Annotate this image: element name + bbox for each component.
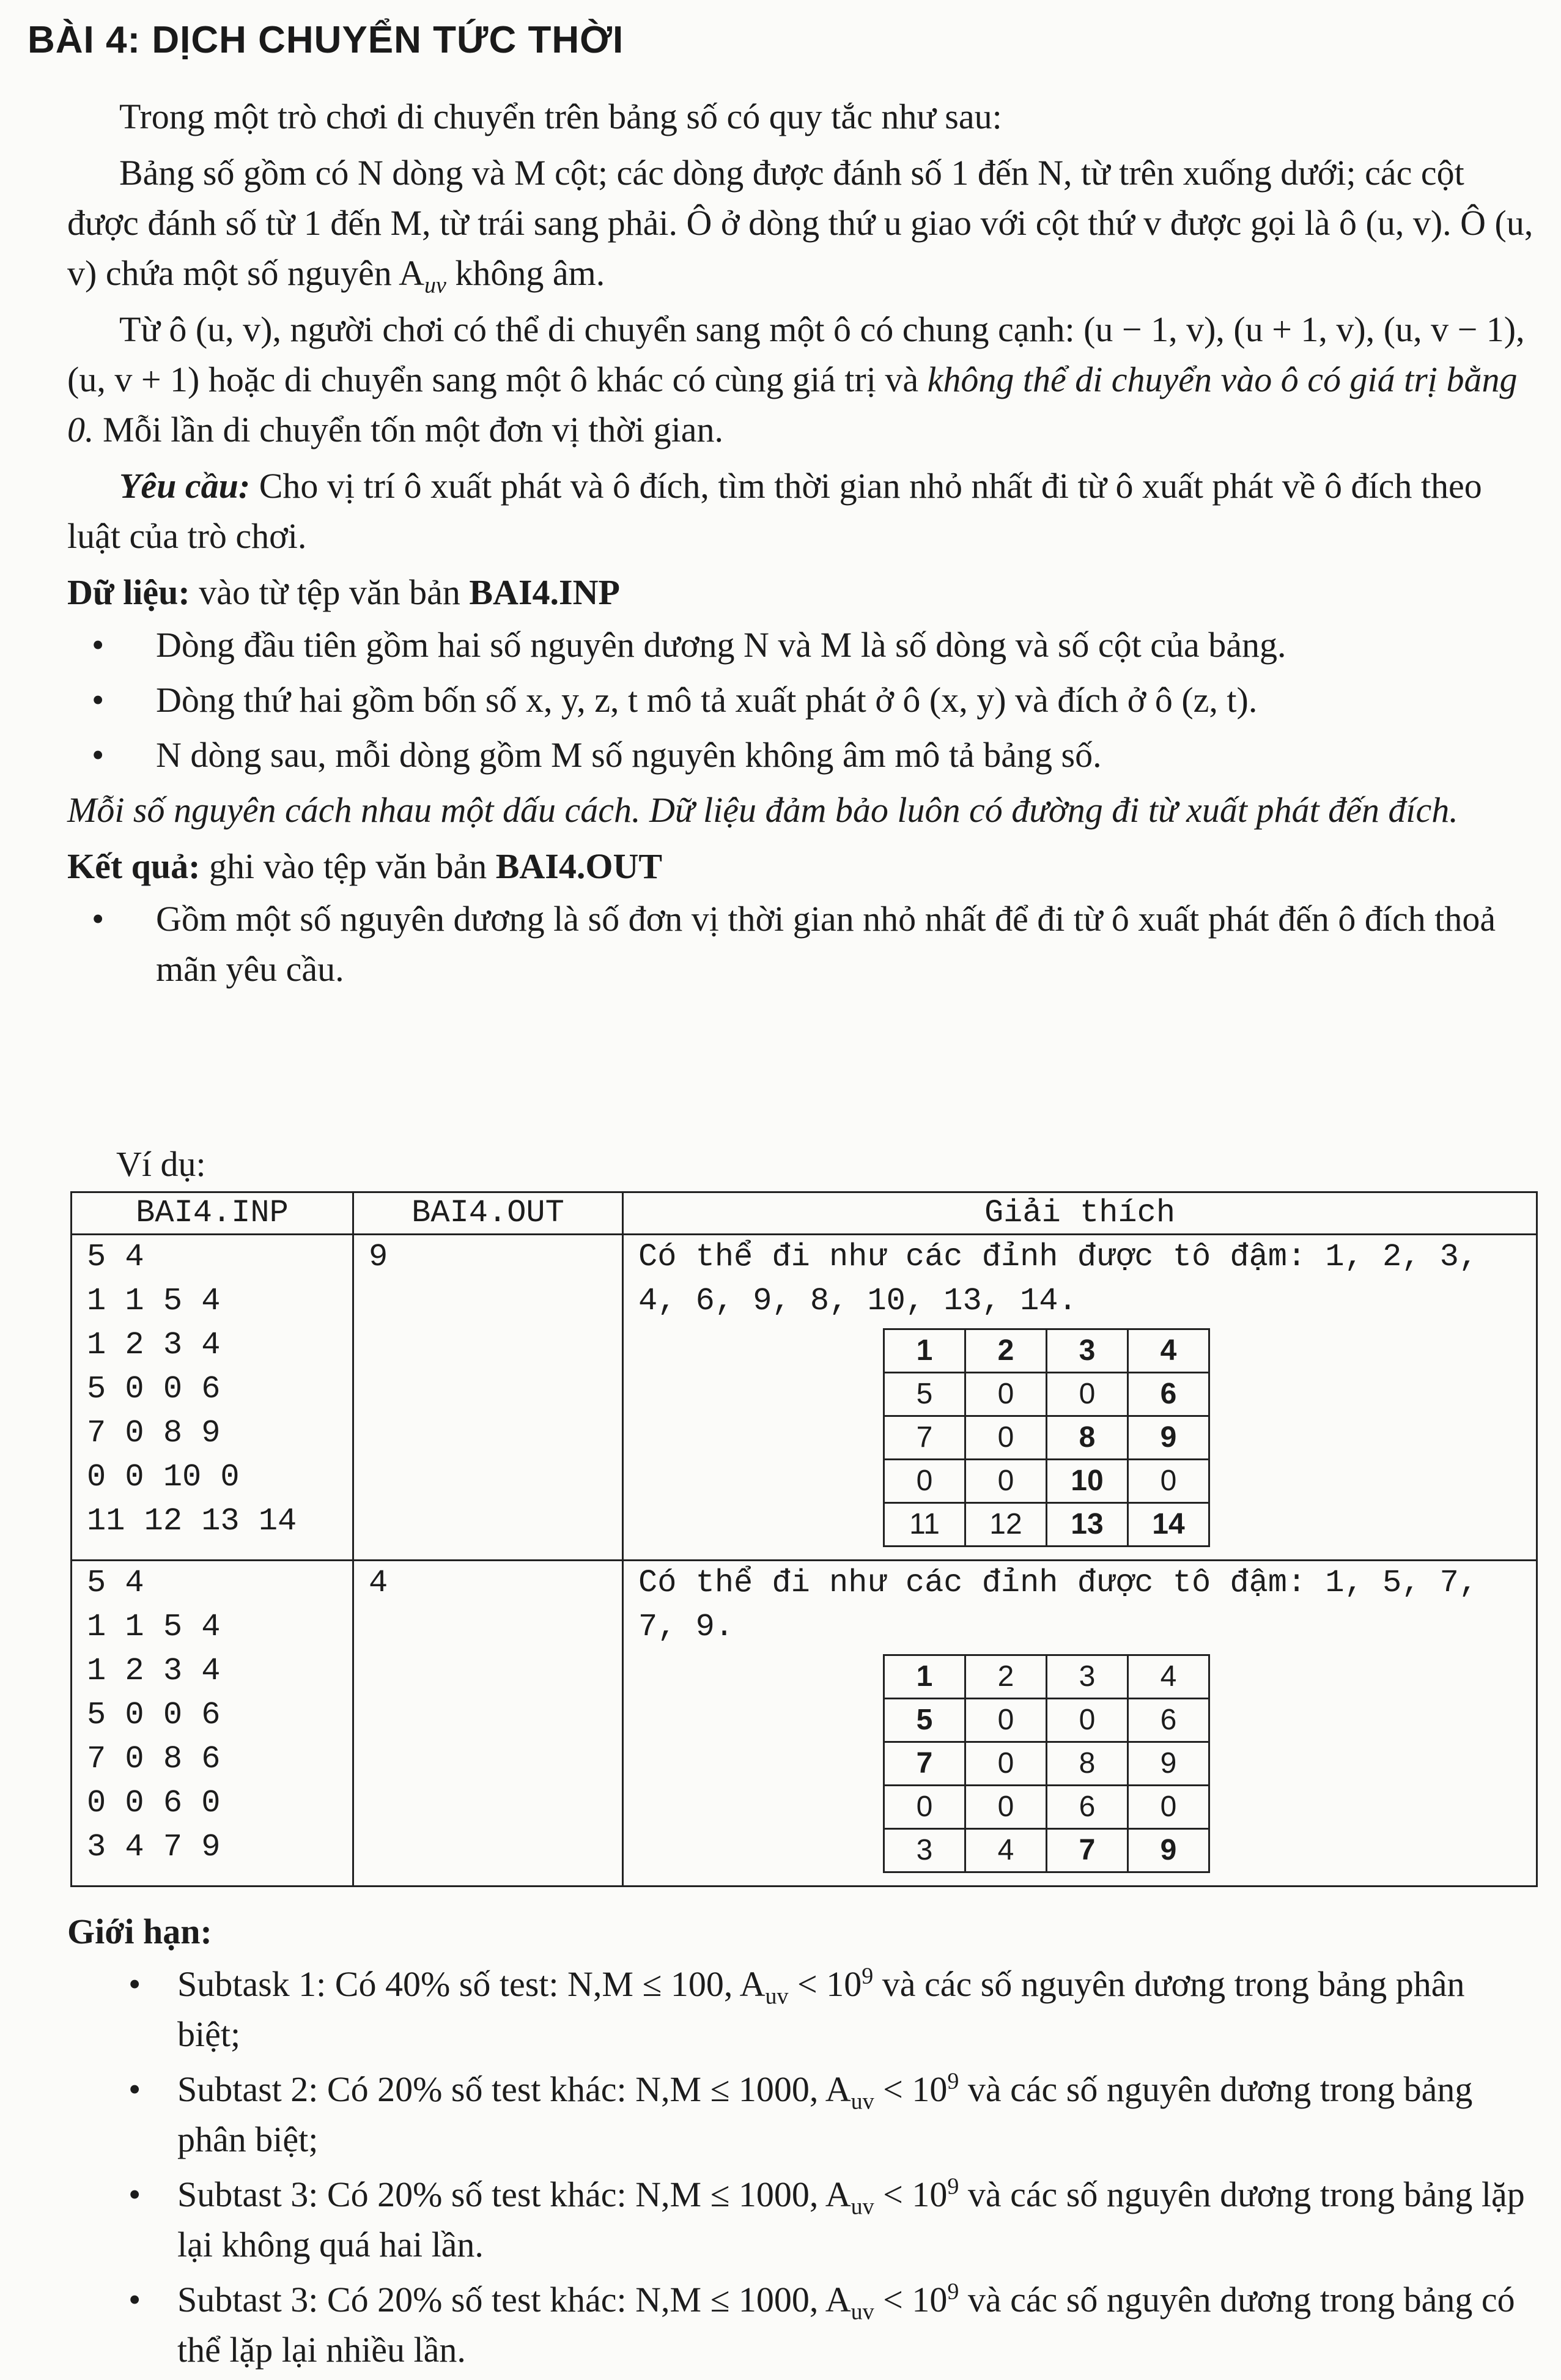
grid-cell: 5 [884,1699,965,1742]
input-line: 0 0 10 0 [87,1459,240,1495]
superscript-9: 9 [862,1963,874,1989]
input-line: 1 1 5 4 [87,1283,221,1319]
grid-cell: 0 [1047,1373,1128,1416]
subscript-uv: uv [424,272,446,298]
grid-cell: 14 [1128,1503,1209,1547]
grid-row [884,1829,1209,1872]
move-rules-text: Từ ô (u, v), người chơi có thể di chuyển sang một ô có chung cạnh: (u − 1, v), (u + 1, v), (u, v − 1), (u, v + 1) hoặc di chuyển sang một ô khác có cùng giá trị và [67,309,1525,399]
grid-cell: 4 [1128,1655,1209,1699]
input-filename: BAI4.INP [469,572,620,612]
input-label: Dữ liệu: [67,572,190,612]
explanation-text: Có thể đi như các đỉnh được tô đậm: 1, 2, 3, 4, 6, 9, 8, 10, 13, 14. [638,1239,1478,1319]
subscript-uv: uv [765,1983,789,2009]
board-description-end: không âm. [446,253,605,293]
grid-cell: 12 [965,1503,1047,1547]
output-list [67,894,1535,994]
grid-cell: 11 [884,1503,965,1547]
example2-explanation [623,1561,1537,1887]
subtask-text: Subtast 3: Có 20% số test khác: N,M ≤ 1000, A [177,2280,851,2319]
grid-cell: 3 [1047,1655,1128,1699]
input-line: 5 4 [87,1565,144,1601]
example1-output: 9 [353,1235,623,1561]
grid-cell: 0 [1128,1460,1209,1503]
grid-cell: 0 [965,1742,1047,1786]
grid-cell: 10 [1047,1460,1128,1503]
grid-cell: 6 [1128,1373,1209,1416]
subtask-bound: < 10 [788,1964,862,2004]
list-item: • N dòng sau, mỗi dòng gồm M số nguyên không âm mô tả bảng số. [67,730,1535,780]
requirement [0,461,1535,561]
grid-cell: 4 [965,1829,1047,1872]
input-line: 11 12 13 14 [87,1503,297,1539]
grid-cell: 0 [965,1699,1047,1742]
output-label: Kết quả: [67,846,201,886]
superscript-9: 9 [947,2278,959,2305]
move-rules-end: Mỗi lần di chuyển tốn một đơn vị thời gian. [94,410,724,449]
subtask-condition: và các số nguyên dương trong bảng phân biệt; [177,2069,1473,2159]
output-text: ghi vào tệp văn bản [200,846,496,886]
list-item: • Dòng thứ hai gồm bốn số x, y, z, t mô tả xuất phát ở ô (x, y) và đích ở ô (z, t). [67,675,1535,725]
explanation-text: Có thể đi như các đỉnh được tô đậm: 1, 5, 7, 7, 9. [638,1565,1478,1645]
grid-row [884,1329,1209,1373]
subtask-text: Subtast 3: Có 20% số test khác: N,M ≤ 1000, A [177,2175,851,2214]
grid-cell: 7 [1047,1829,1128,1872]
grid-cell: 0 [884,1786,965,1829]
grid-cell: 6 [1128,1699,1209,1742]
grid-row [884,1786,1209,1829]
grid-row [884,1655,1209,1699]
grid-row [884,1460,1209,1503]
example-label: Ví dụ: [116,1144,206,1184]
input-line: 1 2 3 4 [87,1327,221,1363]
grid-row [884,1373,1209,1416]
grid-cell: 13 [1047,1503,1128,1547]
input-heading [67,567,1535,618]
example2-input [72,1561,353,1887]
grid-cell: 9 [1128,1829,1209,1872]
input-note: Mỗi số nguyên cách nhau một dấu cách. Dữ liệu đảm bảo luôn có đường đi từ xuất phát đến đích. [67,790,1458,830]
example2-grid [883,1654,1210,1873]
superscript-9: 9 [947,2173,959,2200]
requirement-label: Yêu cầu: [119,466,251,506]
table-header-row [72,1192,1537,1235]
limits-list [67,1959,1535,2375]
example1-grid [883,1328,1210,1547]
intro-paragraph: Trong một trò chơi di chuyển trên bảng số có quy tắc như sau: [119,97,1002,136]
input-line: 7 0 8 6 [87,1741,221,1777]
example1-input [72,1235,353,1561]
grid-row [884,1742,1209,1786]
table-row [72,1561,1537,1887]
subscript-uv: uv [851,2088,874,2115]
grid-cell: 3 [884,1829,965,1872]
subtask-bound: < 10 [874,2175,948,2214]
output-filename: BAI4.OUT [495,846,663,886]
example1-explanation [623,1235,1537,1561]
subtask-text: Subtast 2: Có 20% số test khác: N,M ≤ 1000, A [177,2069,851,2109]
limits-heading: Giới hạn: [67,1912,212,1951]
problem-title: BÀI 4: DỊCH CHUYỂN TỨC THỜI [28,19,624,61]
input-list [67,620,1535,780]
grid-cell: 6 [1047,1786,1128,1829]
list-item: • Dòng đầu tiên gồm hai số nguyên dương N và M là số dòng và số cột của bảng. [67,620,1535,670]
subtask-condition: và các số nguyên dương trong bảng lặp lại không quá hai lần. [177,2175,1525,2264]
grid-cell: 5 [884,1373,965,1416]
subscript-uv: uv [851,2193,874,2220]
grid-cell: 0 [884,1460,965,1503]
subscript-uv: uv [851,2299,874,2325]
input-line: 7 0 8 9 [87,1415,221,1451]
grid-cell: 7 [884,1416,965,1460]
grid-row [884,1416,1209,1460]
move-rules [0,305,1535,455]
input-line: 1 1 5 4 [87,1609,221,1645]
subtask-item [67,2170,1535,2270]
input-line: 0 0 6 0 [87,1785,221,1821]
table-row [72,1235,1537,1561]
grid-cell: 7 [884,1742,965,1786]
grid-cell: 1 [884,1329,965,1373]
subtask-bound: < 10 [874,2069,948,2109]
superscript-9: 9 [947,2068,959,2094]
board-description [0,148,1535,298]
grid-cell: 0 [965,1460,1047,1503]
grid-cell: 0 [965,1373,1047,1416]
problem-statement [67,92,1535,999]
requirement-text: Cho vị trí ô xuất phát và ô đích, tìm thời gian nhỏ nhất đi từ ô xuất phát về ô đích theo luật của trò chơi. [67,466,1482,556]
input-line: 3 4 7 9 [87,1829,221,1865]
grid-cell: 9 [1128,1742,1209,1786]
input-line: 1 2 3 4 [87,1653,221,1689]
move-rules-italic: không thể di chuyển vào ô có giá trị bằng 0. [67,360,1518,449]
grid-cell: 9 [1128,1416,1209,1460]
grid-cell: 0 [1128,1786,1209,1829]
grid-cell: 0 [1047,1699,1128,1742]
grid-cell: 3 [1047,1329,1128,1373]
grid-cell: 2 [965,1655,1047,1699]
subtask-item [67,1959,1535,2060]
list-item: • Gồm một số nguyên dương là số đơn vị thời gian nhỏ nhất để đi từ ô xuất phát đến ô đích thoả mãn yêu cầu. [67,894,1535,994]
grid-cell: 0 [965,1786,1047,1829]
input-line: 5 4 [87,1239,144,1275]
input-line: 5 0 0 6 [87,1371,221,1407]
grid-cell: 8 [1047,1742,1128,1786]
grid-cell: 1 [884,1655,965,1699]
subtask-item [67,2064,1535,2165]
grid-row [884,1503,1209,1547]
header-output: BAI4.OUT [353,1192,623,1235]
input-line: 5 0 0 6 [87,1697,221,1733]
subtask-condition: và các số nguyên dương trong bảng có thể lặp lại nhiều lần. [177,2280,1515,2370]
grid-cell: 8 [1047,1416,1128,1460]
grid-cell: 4 [1128,1329,1209,1373]
example-table [70,1191,1538,1887]
subtask-item [67,2275,1535,2375]
example2-output: 4 [353,1561,623,1887]
header-explanation: Giải thích [623,1192,1537,1235]
board-description-text: Bảng số gồm có N dòng và M cột; các dòng được đánh số 1 đến N, từ trên xuống dưới; các cột được đánh số từ 1 đến M, từ trái sang phải. Ô ở dòng thứ u giao với cột thứ v được gọi là ô (u, v). Ô (u, v) chứa một số nguyên A [67,153,1533,293]
grid-cell: 0 [965,1416,1047,1460]
subtask-text: Subtask 1: Có 40% số test: N,M ≤ 100, A [177,1964,766,2004]
grid-row [884,1699,1209,1742]
output-heading [67,841,1535,892]
subtask-bound: < 10 [874,2280,948,2319]
subtask-condition: và các số nguyên dương trong bảng phân biệt; [177,1964,1465,2054]
header-input: BAI4.INP [72,1192,353,1235]
limits-section [67,1902,1535,2380]
input-text: vào từ tệp văn bản [190,572,470,612]
grid-cell: 2 [965,1329,1047,1373]
